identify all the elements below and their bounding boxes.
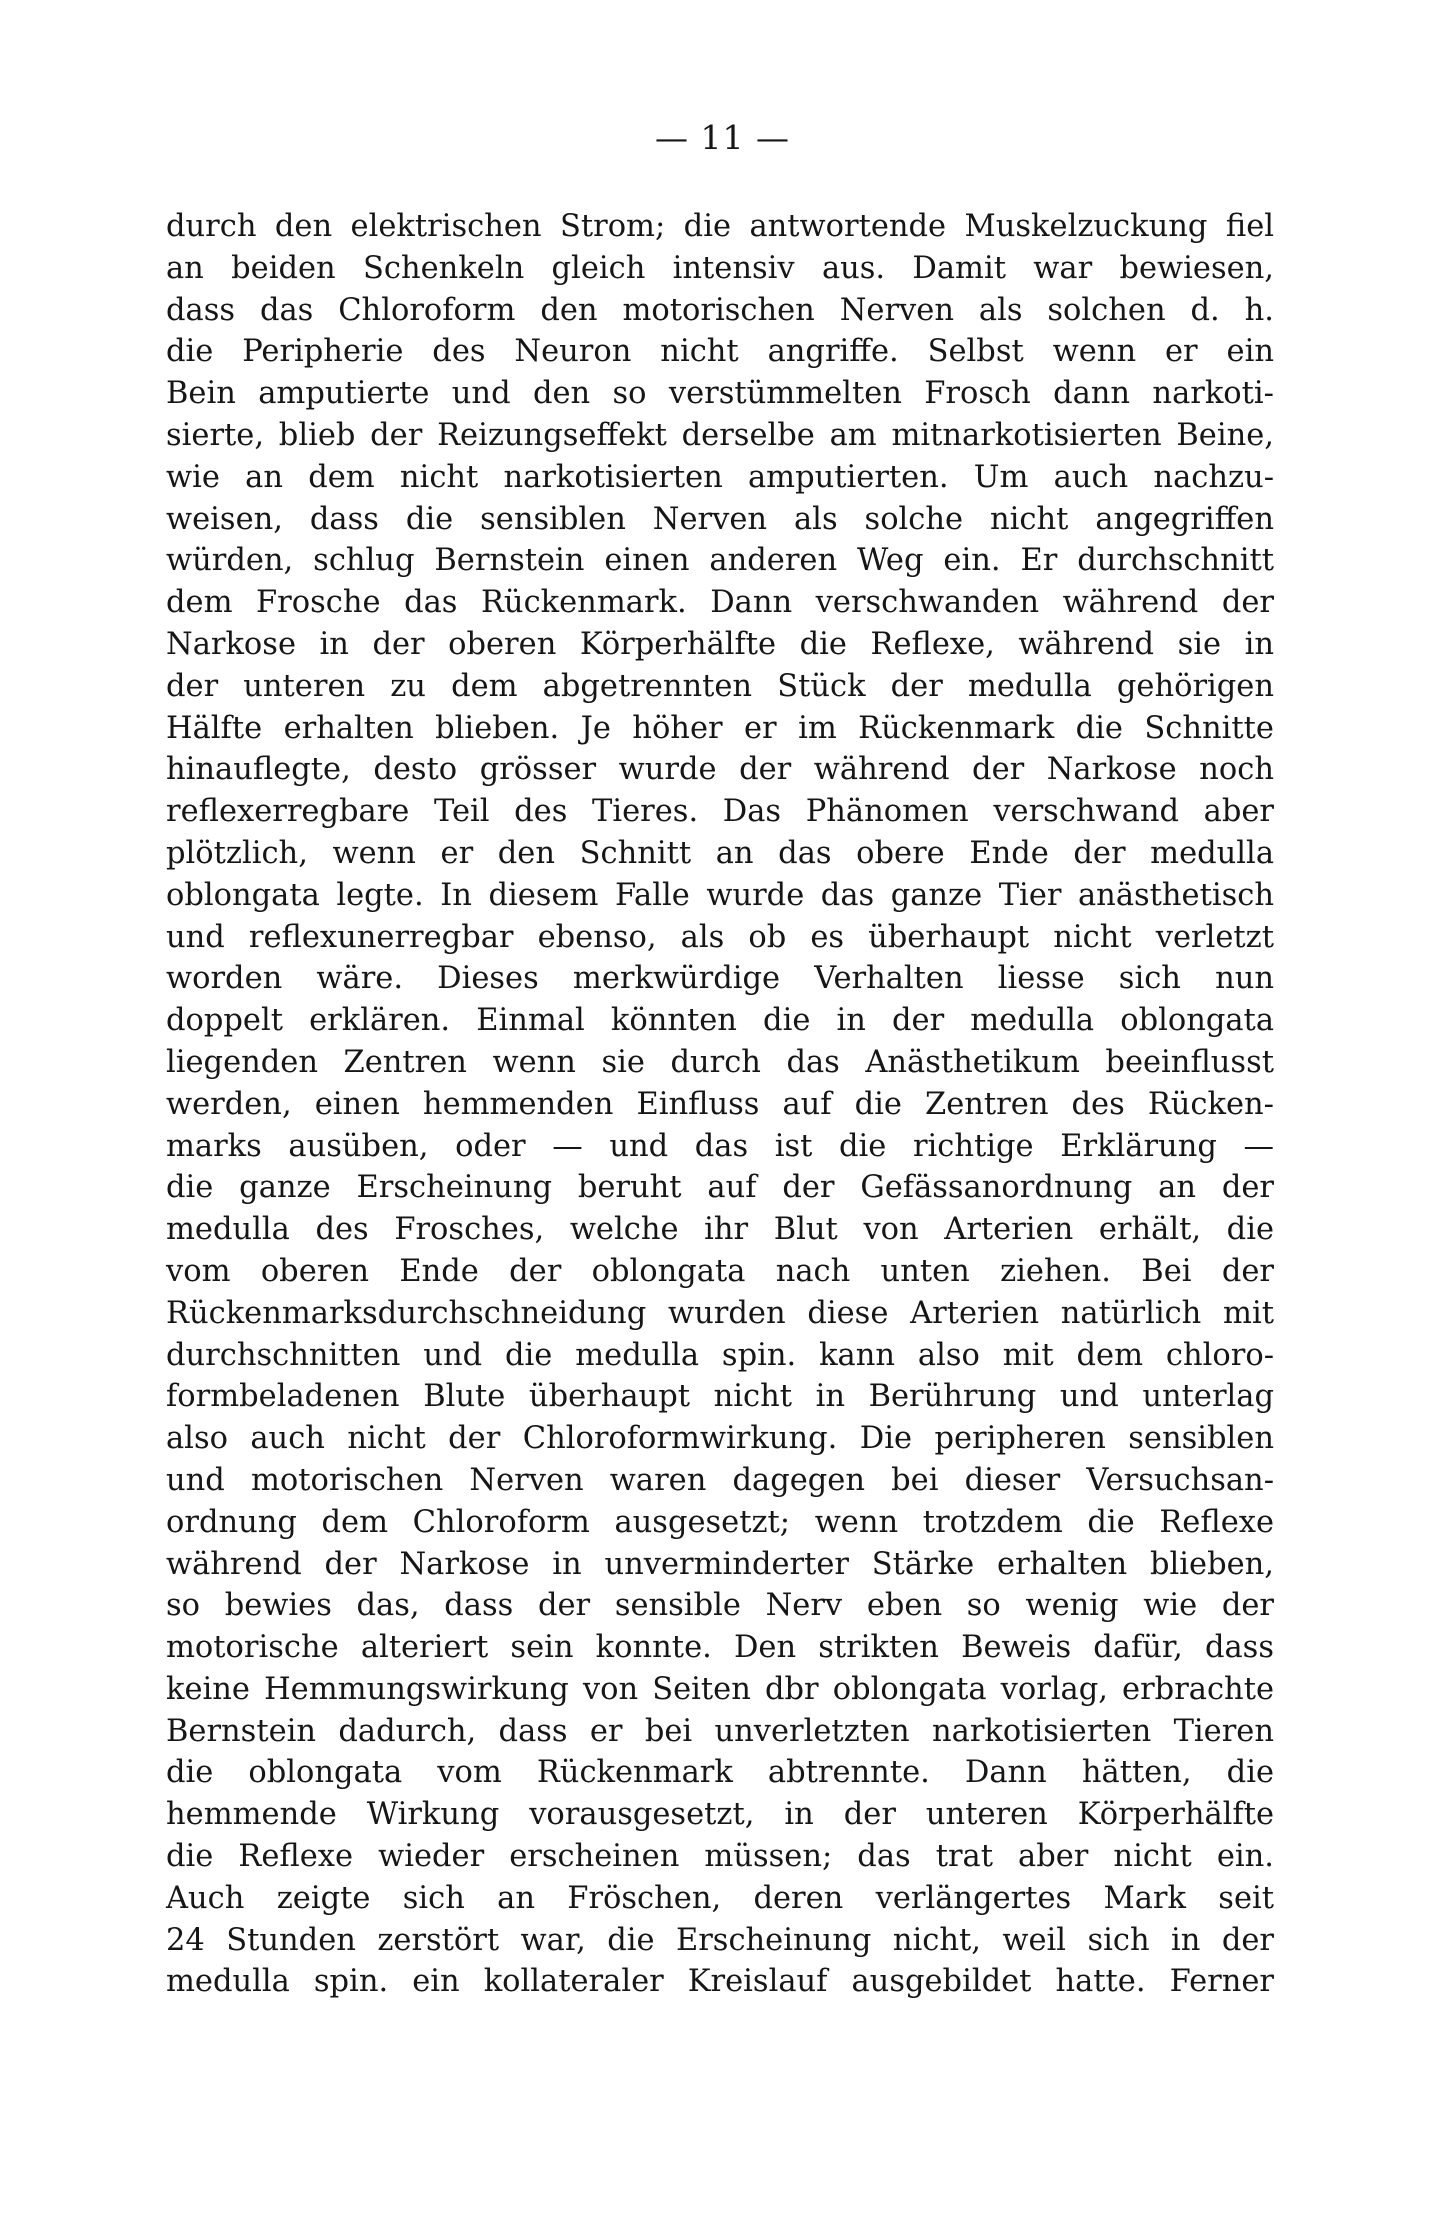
text-line: Bein amputierte und den so verstümmelten Frosch dann narkoti- — [166, 376, 1274, 412]
text-line: werden, einen hemmenden Einfluss auf die Zentren des Rücken- — [166, 1086, 1274, 1122]
text-line: Bernstein dadurch, dass er bei unverletzten narkotisierten Tieren — [166, 1713, 1274, 1749]
text-line: und motorischen Nerven waren dagegen bei dieser Versuchsan- — [166, 1462, 1274, 1498]
text-line: Hälfte erhalten blieben. Je höher er im Rückenmark die Schnitte — [166, 710, 1274, 746]
text-line: die Peripherie des Neuron nicht angriffe. Selbst wenn er ein — [166, 334, 1274, 370]
text-line: an beiden Schenkeln gleich intensiv aus. Damit war bewiesen, — [166, 250, 1274, 286]
text-line: medulla des Frosches, welche ihr Blut von Arterien erhält, die — [166, 1212, 1274, 1248]
text-line: oblongata legte. In diesem Falle wurde das ganze Tier anästhetisch — [166, 877, 1274, 913]
text-line: der unteren zu dem abgetrennten Stück der medulla gehörigen — [166, 668, 1274, 704]
text-line: Rückenmarksdurchschneidung wurden diese Arterien natürlich mit — [166, 1295, 1274, 1331]
text-line: die ganze Erscheinung beruht auf der Gefässanordnung an der — [166, 1170, 1274, 1206]
page-number-header: — 11 — — [655, 118, 790, 157]
text-line: die Reflexe wieder erscheinen müssen; das trat aber nicht ein. — [166, 1839, 1274, 1875]
text-line: sierte, blieb der Reizungseffekt derselbe am mitnarkotisierten Beine, — [166, 417, 1274, 453]
text-line: Auch zeigte sich an Fröschen, deren verlängertes Mark seit — [166, 1880, 1274, 1916]
text-line: durch den elektrischen Strom; die antwortende Muskelzuckung fiel — [166, 209, 1274, 244]
text-line: plötzlich, wenn er den Schnitt an das obere Ende der medulla — [166, 835, 1274, 871]
text-line: 24 Stunden zerstört war, die Erscheinung nicht, weil sich in der — [166, 1922, 1274, 1958]
body-text — [166, 206, 1274, 2003]
text-line: reflexerregbare Teil des Tieres. Das Phänomen verschwand aber — [166, 794, 1274, 830]
text-line: dem Frosche das Rückenmark. Dann verschwanden während der — [166, 585, 1274, 621]
text-line: also auch nicht der Chloroformwirkung. Die peripheren sensiblen — [166, 1421, 1274, 1457]
text-line: während der Narkose in unverminderter Stärke erhalten blieben, — [166, 1546, 1274, 1582]
text-line: wie an dem nicht narkotisierten amputierten. Um auch nachzu- — [166, 459, 1274, 495]
text-line: ordnung dem Chloroform ausgesetzt; wenn trotzdem die Reflexe — [166, 1504, 1274, 1540]
text-line: formbeladenen Blute überhaupt nicht in Berührung und unterlag — [166, 1379, 1274, 1415]
text-line: so bewies das, dass der sensible Nerv eben so wenig wie der — [166, 1588, 1274, 1624]
text-line: Narkose in der oberen Körperhälfte die Reflexe, während sie in — [166, 626, 1274, 662]
text-line: würden, schlug Bernstein einen anderen Weg ein. Er durchschnitt — [166, 543, 1274, 579]
text-line: worden wäre. Dieses merkwürdige Verhalten liesse sich nun — [166, 961, 1274, 997]
text-line: dass das Chloroform den motorischen Nerven als solchen d. h. — [166, 292, 1274, 328]
text-line: die oblongata vom Rückenmark abtrennte. Dann hätten, die — [166, 1755, 1274, 1791]
text-line: keine Hemmungswirkung von Seiten dbr oblongata vorlag, erbrachte — [166, 1671, 1274, 1707]
text-line: durchschnitten und die medulla spin. kann also mit dem chloro- — [166, 1337, 1274, 1373]
text-line: medulla spin. ein kollateraler Kreislauf ausgebildet hatte. Ferner — [166, 1964, 1274, 2000]
text-line: liegenden Zentren wenn sie durch das Anästhetikum beeinflusst — [166, 1044, 1274, 1080]
text-line: weisen, dass die sensiblen Nerven als solche nicht angegriffen — [166, 501, 1274, 537]
text-line: vom oberen Ende der oblongata nach unten ziehen. Bei der — [166, 1253, 1274, 1289]
text-line: marks ausüben, oder — und das ist die richtige Erklärung — — [166, 1128, 1274, 1164]
text-line: motorische alteriert sein konnte. Den strikten Beweis dafür, dass — [166, 1630, 1274, 1666]
text-line: hemmende Wirkung vorausgesetzt, in der unteren Körperhälfte — [166, 1797, 1274, 1833]
text-line: und reflexunerregbar ebenso, als ob es überhaupt nicht verletzt — [166, 919, 1274, 955]
text-line: hinauflegte, desto grösser wurde der während der Narkose noch — [166, 752, 1274, 788]
text-line: doppelt erklären. Einmal könnten die in der medulla oblongata — [166, 1003, 1274, 1039]
